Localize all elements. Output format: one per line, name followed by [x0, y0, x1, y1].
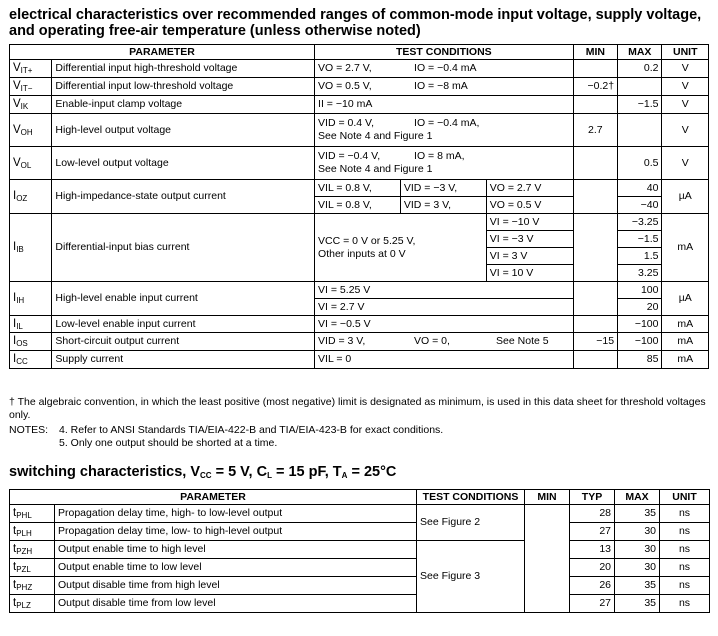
description: Differential input high-threshold voltage — [52, 60, 315, 78]
condition-vi: VI = 5.25 V — [315, 282, 574, 299]
symbol: $V_{IT-}$ — [10, 78, 52, 96]
min-value — [573, 316, 617, 333]
conditions: VID = 3 V, VO = 0, See Note 5 — [315, 333, 574, 351]
condition-vid: VID = −3 V, — [400, 180, 486, 197]
typ-value: 20 — [570, 559, 615, 577]
switching-characteristics-table — [9, 489, 710, 613]
col-header-conditions: TEST CONDITIONS — [315, 45, 574, 60]
description: High-level output voltage — [52, 114, 315, 147]
min-value — [573, 60, 617, 78]
col-header-conditions: TEST CONDITIONS — [417, 490, 525, 505]
unit: µA — [662, 282, 709, 316]
col-header-unit: UNIT — [660, 490, 710, 505]
conditions-figure-3: See Figure 3 — [417, 541, 525, 613]
description: Low-level enable input current — [52, 316, 315, 333]
condition-vi: VI = 10 V — [486, 265, 573, 282]
col-header-min: MIN — [573, 45, 617, 60]
conditions: VCC = 0 V or 5.25 V, Other inputs at 0 V — [315, 214, 487, 282]
symbol: $I_{OS}$ — [10, 333, 52, 351]
condition-vo: VO = 0.5 V — [486, 197, 573, 214]
col-header-max: MAX — [615, 490, 660, 505]
symbol: $t_{PZH}$ — [10, 541, 55, 559]
electrical-characteristics-title: electrical characteristics over recommended ranges of common-mode input voltage, supply voltage, and operating free-air temperature (unless otherwise noted) — [9, 7, 702, 39]
max-value: 1.5 — [618, 248, 662, 265]
unit: mA — [662, 214, 709, 282]
typ-value: 13 — [570, 541, 615, 559]
max-value: −40 — [618, 197, 662, 214]
row-tplz — [10, 595, 710, 613]
min-value — [573, 214, 617, 282]
max-value: 85 — [618, 351, 662, 369]
symbol: $I_{IL}$ — [10, 316, 52, 333]
row-iih-1 — [10, 282, 709, 299]
min-value: −0.2† — [573, 78, 617, 96]
typ-value: 26 — [570, 577, 615, 595]
max-value: 40 — [618, 180, 662, 197]
col-header-parameter: PARAMETER — [10, 45, 315, 60]
unit: ns — [660, 541, 710, 559]
symbol: $V_{IK}$ — [10, 96, 52, 114]
col-header-min: MIN — [525, 490, 570, 505]
min-value — [573, 96, 617, 114]
description: Propagation delay time, high- to low-level output — [55, 505, 417, 523]
condition-vo: VO = 2.7 V — [486, 180, 573, 197]
unit: mA — [662, 351, 709, 369]
unit: V — [662, 96, 709, 114]
notes-label: NOTES: — [9, 424, 49, 436]
description: High-level enable input current — [52, 282, 315, 316]
max-value: −1.5 — [618, 96, 662, 114]
max-value: 100 — [618, 282, 662, 299]
unit: mA — [662, 333, 709, 351]
header-row — [10, 490, 710, 505]
condition-vi: VI = 2.7 V — [315, 299, 574, 316]
unit: V — [662, 60, 709, 78]
row-tphl — [10, 505, 710, 523]
row-vit-minus — [10, 78, 709, 96]
conditions-figure-2: See Figure 2 — [417, 505, 525, 541]
symbol: $t_{PHZ}$ — [10, 577, 55, 595]
max-value: 35 — [615, 505, 660, 523]
unit: V — [662, 78, 709, 96]
max-value: 35 — [615, 595, 660, 613]
condition-vi: VI = −10 V — [486, 214, 573, 231]
max-value: 20 — [618, 299, 662, 316]
description: Differential-input bias current — [52, 214, 315, 282]
row-iil — [10, 316, 709, 333]
typ-value: 27 — [570, 523, 615, 541]
switching-characteristics-title: switching characteristics, $V_{CC} = 5$ V, $C_L = 15$ pF, $T_A = 25^\circ C$ — [9, 464, 397, 480]
max-value: 35 — [615, 577, 660, 595]
unit: ns — [660, 595, 710, 613]
max-value: 0.5 — [618, 147, 662, 180]
row-tpzl — [10, 559, 710, 577]
col-header-typ: TYP — [570, 490, 615, 505]
unit: ns — [660, 559, 710, 577]
electrical-characteristics-table — [9, 44, 709, 369]
row-iib-1 — [10, 214, 709, 231]
unit: V — [662, 114, 709, 147]
max-value — [618, 78, 662, 96]
unit: ns — [660, 577, 710, 595]
max-value: 30 — [615, 541, 660, 559]
col-header-parameter: PARAMETER — [10, 490, 417, 505]
max-value: 30 — [615, 523, 660, 541]
unit: mA — [662, 316, 709, 333]
footnote-dagger: † The algebraic convention, in which the least positive (most negative) limit is designated as minimum, is used in this data sheet for threshold voltages only. — [9, 396, 706, 421]
max-value: −100 — [618, 333, 662, 351]
description: Low-level output voltage — [52, 147, 315, 180]
symbol: $I_{IH}$ — [10, 282, 52, 316]
max-value: 30 — [615, 559, 660, 577]
min-value — [573, 282, 617, 316]
symbol: $t_{PZL}$ — [10, 559, 55, 577]
description: Short-circuit output current — [52, 333, 315, 351]
min-value — [525, 505, 570, 613]
max-value: −3.25 — [618, 214, 662, 231]
row-ios — [10, 333, 709, 351]
min-value: −15 — [573, 333, 617, 351]
min-value — [573, 180, 617, 214]
row-tplh — [10, 523, 710, 541]
conditions: VI = −0.5 V — [315, 316, 574, 333]
min-value — [573, 147, 617, 180]
note-4: 4. Refer to ANSI Standards TIA/EIA-422-B and TIA/EIA-423-B for exact conditions. — [59, 424, 444, 436]
description: Output disable time from high level — [55, 577, 417, 595]
row-vol — [10, 147, 709, 180]
min-value — [573, 351, 617, 369]
conditions: VID = −0.4 V, IO = 8 mA, See Note 4 and Figure 1 — [315, 147, 574, 180]
max-value — [618, 114, 662, 147]
max-value: 0.2 — [618, 60, 662, 78]
row-voh — [10, 114, 709, 147]
description: Output enable time to high level — [55, 541, 417, 559]
unit: ns — [660, 523, 710, 541]
symbol: $t_{PLH}$ — [10, 523, 55, 541]
description: Enable-input clamp voltage — [52, 96, 315, 114]
condition-vil: VIL = 0.8 V, — [315, 180, 401, 197]
symbol: $t_{PHL}$ — [10, 505, 55, 523]
col-header-unit: UNIT — [662, 45, 709, 60]
unit: V — [662, 147, 709, 180]
row-vit-plus — [10, 60, 709, 78]
description: Propagation delay time, low- to high-level output — [55, 523, 417, 541]
row-icc — [10, 351, 709, 369]
max-value: −100 — [618, 316, 662, 333]
symbol: $I_{IB}$ — [10, 214, 52, 282]
header-row — [10, 45, 709, 60]
symbol: $I_{CC}$ — [10, 351, 52, 369]
notes-line-5 — [9, 437, 709, 450]
description: High-impedance-state output current — [52, 180, 315, 214]
description: Differential input low-threshold voltage — [52, 78, 315, 96]
max-value: 3.25 — [618, 265, 662, 282]
conditions: VO = 2.7 V, IO = −0.4 mA — [315, 60, 574, 78]
max-value: −1.5 — [618, 231, 662, 248]
note-5: 5. Only one output should be shorted at a time. — [59, 437, 278, 449]
condition-vil: VIL = 0.8 V, — [315, 197, 401, 214]
notes-line-4 — [9, 424, 709, 437]
footnote-block — [9, 396, 709, 450]
conditions: VID = 0.4 V, IO = −0.4 mA, See Note 4 and Figure 1 — [315, 114, 574, 147]
description: Output disable time from low level — [55, 595, 417, 613]
unit: µA — [662, 180, 709, 214]
condition-vid: VID = 3 V, — [400, 197, 486, 214]
unit: ns — [660, 505, 710, 523]
symbol: $V_{OH}$ — [10, 114, 52, 147]
col-header-max: MAX — [618, 45, 662, 60]
description: Output enable time to low level — [55, 559, 417, 577]
row-tpzh — [10, 541, 710, 559]
symbol: $t_{PLZ}$ — [10, 595, 55, 613]
conditions: II = −10 mA — [315, 96, 574, 114]
condition-vi: VI = 3 V — [486, 248, 573, 265]
row-vik — [10, 96, 709, 114]
row-ioz-1 — [10, 180, 709, 197]
typ-value: 27 — [570, 595, 615, 613]
symbol: $I_{OZ}$ — [10, 180, 52, 214]
symbol: $V_{IT+}$ — [10, 60, 52, 78]
typ-value: 28 — [570, 505, 615, 523]
row-tphz — [10, 577, 710, 595]
description: Supply current — [52, 351, 315, 369]
conditions: VO = 0.5 V, IO = −8 mA — [315, 78, 574, 96]
symbol: $V_{OL}$ — [10, 147, 52, 180]
conditions: VIL = 0 — [315, 351, 574, 369]
condition-vi: VI = −3 V — [486, 231, 573, 248]
min-value: 2.7 — [573, 114, 617, 147]
